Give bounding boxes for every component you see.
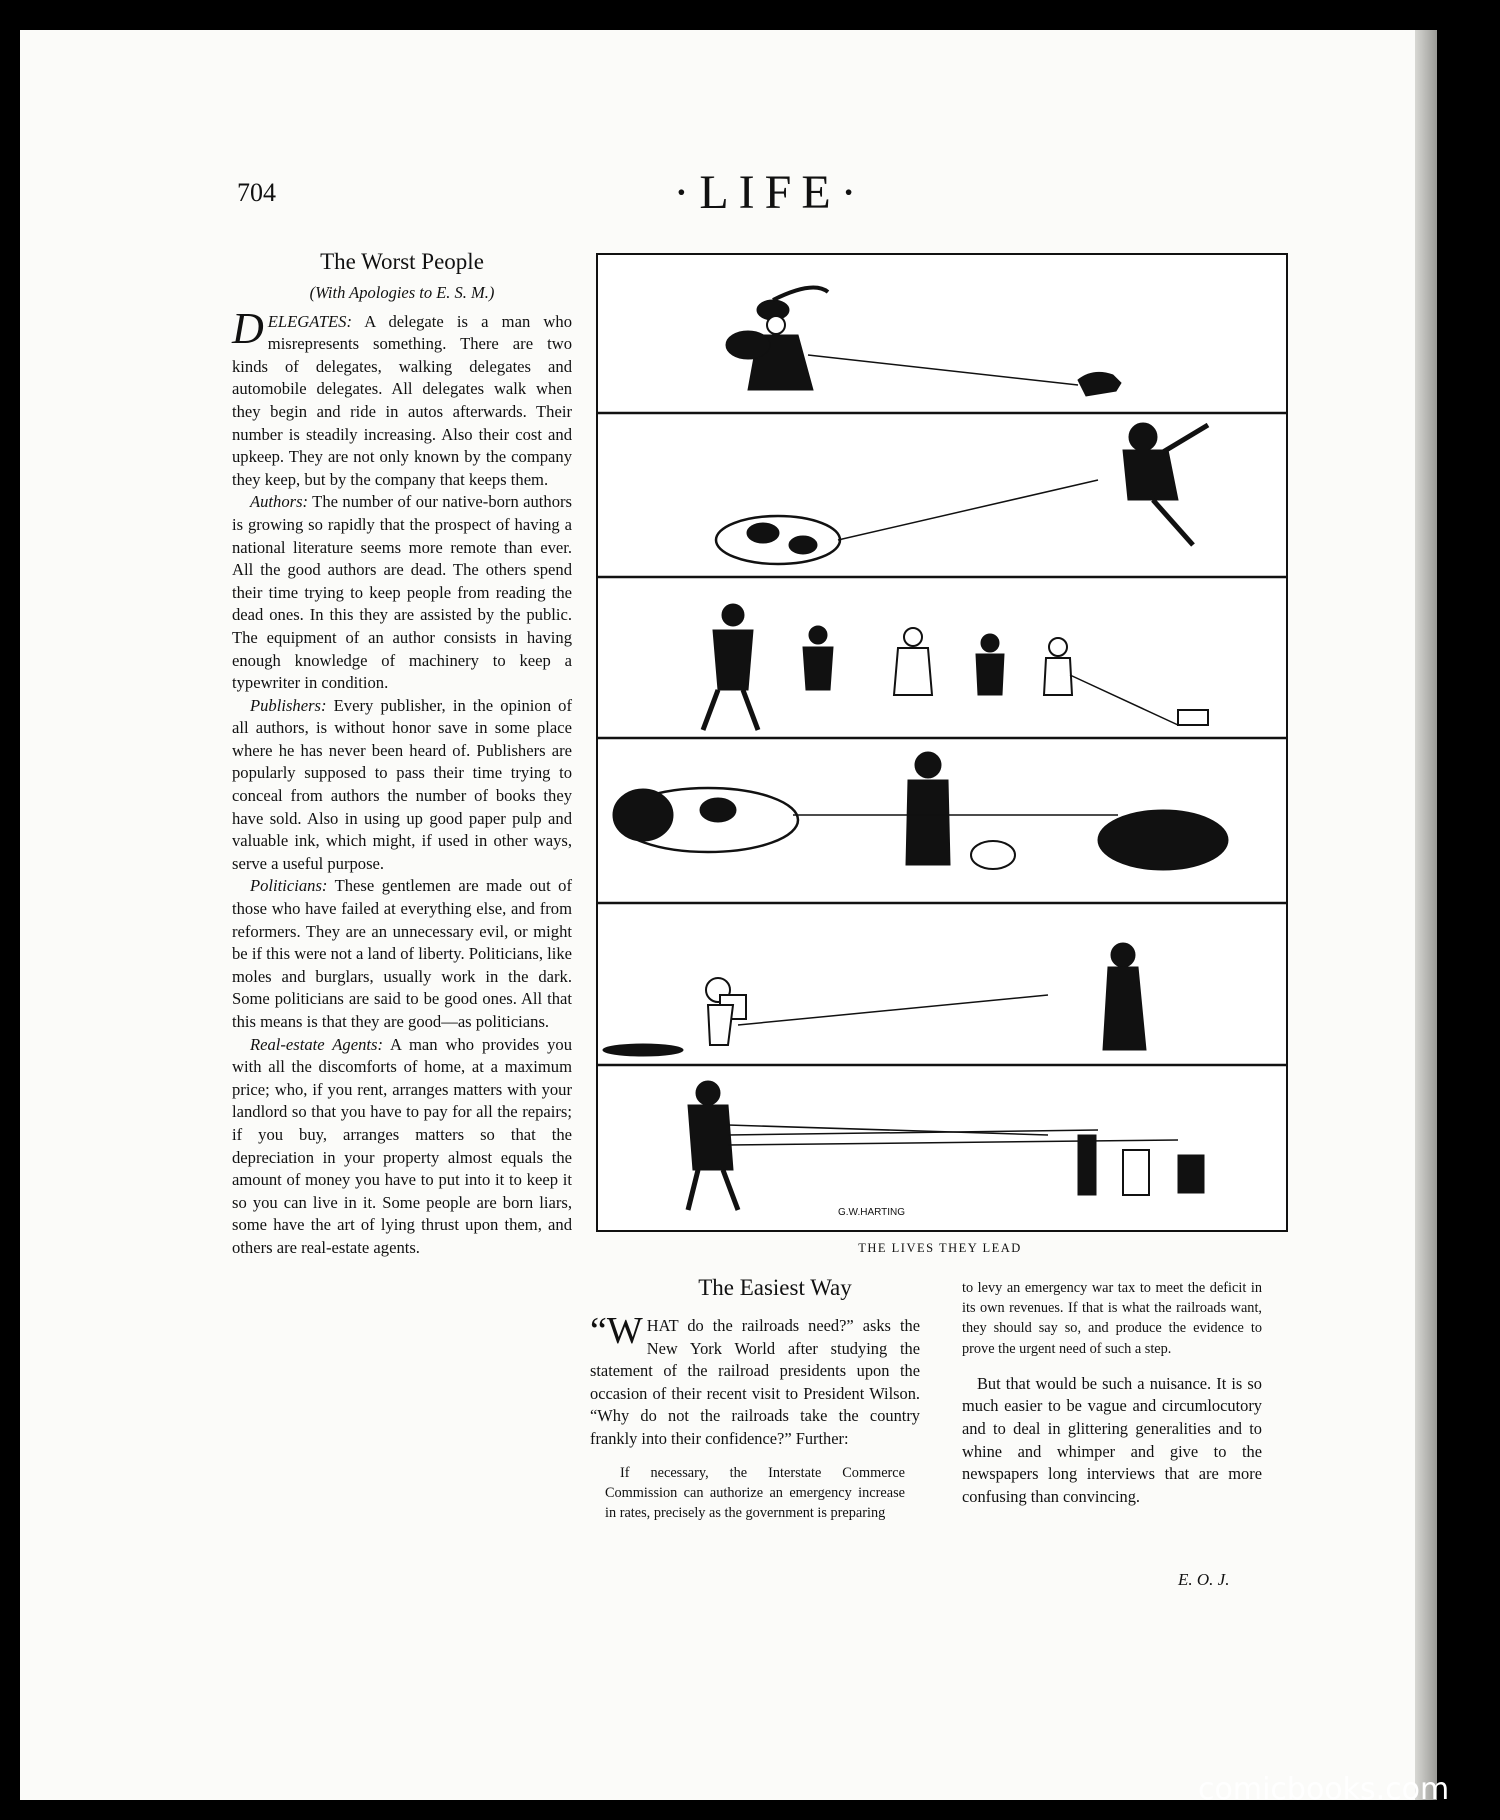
text-publishers: Every publisher, in the opinion of all authors, is without honor save in some place where he has never been heard of. Publishers are popularly supposed to pass their time trying to conceal from authors the number of books they have sold. Also in using up good paper pulp and valuable ink, which might, if used in other ways, serve a useful purpose. (232, 695, 572, 873)
artist-signature: G.W.HARTING (838, 1207, 906, 1218)
article-title: The Worst People (320, 249, 484, 274)
panel-pig-and-man (716, 423, 1208, 564)
panel-woman-and-cupid (603, 943, 1146, 1056)
paragraph-publishers (232, 695, 572, 876)
panel-bull-lamb-bear (613, 752, 1228, 870)
lead-authors: Authors: (250, 492, 309, 512)
paragraph-delegates (232, 303, 572, 492)
lead-politicians: Politicians: (250, 876, 328, 896)
panel-woman-and-dog (726, 288, 1121, 397)
author-signature: E. O. J. (1178, 1570, 1230, 1589)
easiest-way-column-1 (590, 1310, 920, 1523)
cartoon-caption: THE LIVES THEY LEAD (858, 1241, 1022, 1255)
panel-family-walk (703, 604, 1208, 730)
watermark: comicbooks.com (1198, 1772, 1450, 1807)
text-authors: The number of our native-born authors is growing so rapidly that the prospect of having a national literature seems more remote than ever. All the good authors are dead. The others spend their time trying to keep people from reading the dead ones. In this they are assisted by the public. The equipment of an author consists in having enough knowledge of machinery to keep a typewriter in condition. (232, 492, 572, 693)
lead-real-estate: Real-estate Agents: (250, 1034, 383, 1054)
drop-cap: D (232, 303, 264, 353)
panel-man-and-bottles (688, 1081, 1204, 1210)
text-delegates: A delegate is a man who misrepresents something. There are two kinds of delegates, walking delegates and automobile delegates. All delegates walk when they begin and ride in autos afterwards. Their number is steadily increasing. Also their cost and upkeep. They are not only known by the company they keep, but by the company that keeps them. (232, 311, 572, 489)
easiest-way-title: The Easiest Way (698, 1275, 852, 1300)
paragraph-politicians (232, 875, 572, 1033)
cartoon-svg (598, 255, 1286, 1230)
easiest-way-column-2 (962, 1278, 1262, 1508)
drop-cap: “W (590, 1310, 643, 1352)
quoted-passage-part1: If necessary, the Interstate Commerce Commission can authorize an emergency increase in rates, precisely as the government is preparing (605, 1464, 905, 1521)
quoted-passage-part2: to levy an emergency war tax to meet the deficit in its own revenues. If that is what the railroads want, they should say so, and produce the evidence to prove the urgent need of such a step. (962, 1280, 1262, 1357)
worst-people-article (232, 248, 572, 1260)
cartoon-illustration (596, 253, 1288, 1232)
paragraph-authors (232, 491, 572, 694)
easiest-way-intro: “WHAT do the railroads need?” asks the New York World after studying the statement of the railroad presidents upon the occasion of their recent visit to President Wilson. “Why do not the railroads take the country frankly into their confidence?” Further: (590, 1310, 920, 1448)
page-number: 704 (237, 178, 276, 207)
text-politicians: These gentlemen are made out of those who have failed at everything else, and from reformers. They are an unnecessary evil, or might be if this were not a land of liberty. Politicians, like moles and burglars, usually work in the dark. Some politicians are said to be good ones. All that this means is that they are good—as politicians. (232, 876, 572, 1031)
article-subtitle: (With Apologies to E. S. M.) (309, 283, 495, 302)
masthead: ·LIFE· (673, 166, 867, 219)
text-real-estate: A man who provides you with all the discomforts of home, at a maximum price; who, if you rent, arranges matters with your landlord so that you have to pay for all the repairs; if you buy, arranges matters so that the depreciation in your property almost equals the amount of money you have to put into it to keep it so you can live in it. Some people are born liars, some have the art of lying thrust upon them, and others are real-estate agents. (232, 1034, 572, 1257)
closing-paragraph: But that would be such a nuisance. It is so much easier to be vague and circumlocutory and to deal in glittering generalities and to whine and whimper and give to the newspapers long interviews that are more confusing than convincing. (962, 1373, 1262, 1506)
paragraph-real-estate (232, 1034, 572, 1260)
page-edge (1415, 30, 1437, 1800)
lead-publishers: Publishers: (250, 695, 327, 715)
lead-delegates: ELEGATES: (267, 311, 352, 331)
